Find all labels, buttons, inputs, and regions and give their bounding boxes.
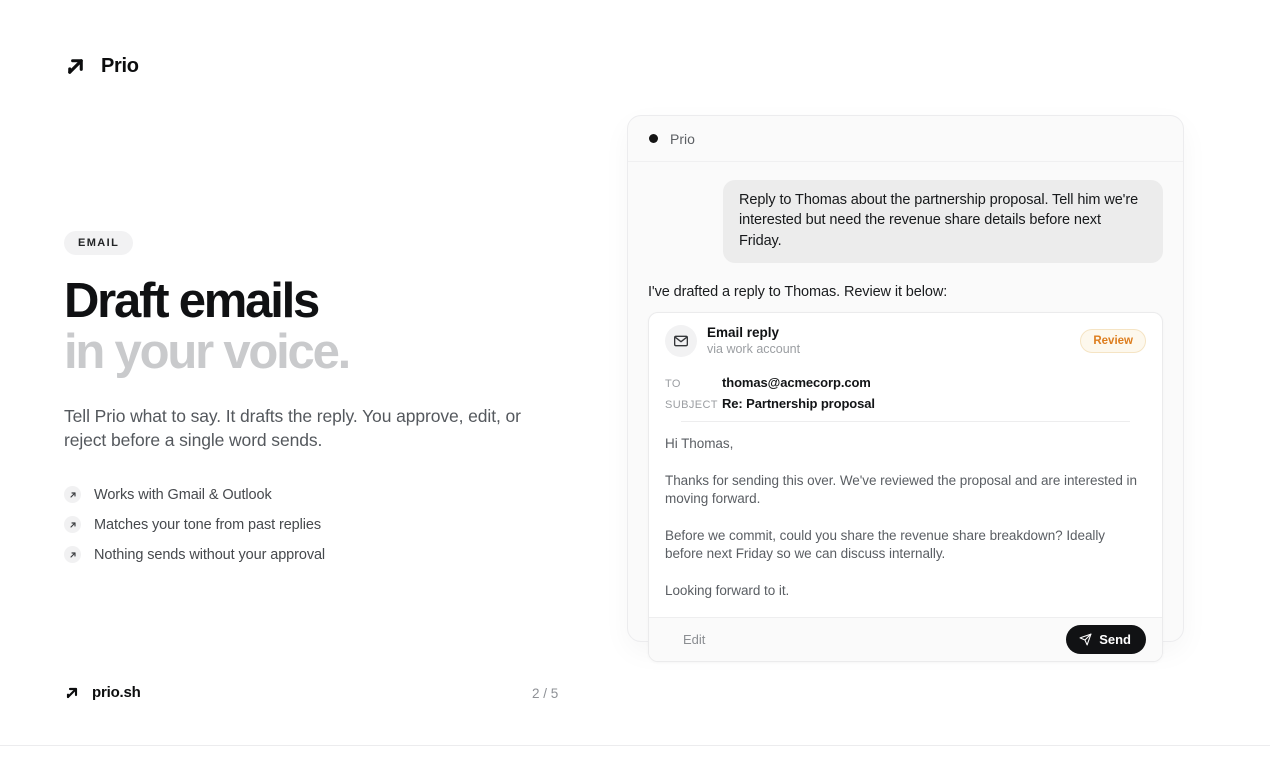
site-url[interactable]: prio.sh (92, 684, 141, 701)
hero-description: Tell Prio what to say. It drafts the reply. You approve, edit, or reject before a single word sends. (64, 405, 521, 450)
envelope-icon (665, 325, 697, 357)
edit-button[interactable]: Edit (683, 631, 706, 647)
chat-body (628, 162, 1183, 662)
email-fields (649, 365, 1162, 422)
feature-list (64, 486, 564, 563)
email-draft-card (648, 312, 1163, 662)
subject-field-row (665, 396, 1146, 411)
subject-field-label: SUBJECT (665, 398, 718, 411)
email-paragraph: Hi Thomas, (665, 435, 734, 451)
send-button[interactable] (1066, 625, 1146, 654)
chat-window (627, 115, 1184, 647)
status-badge: Review (1080, 329, 1146, 353)
user-message-bubble: Reply to Thomas about the partnership proposal. Tell him we're interested but need the revenue share details before next Friday. (723, 180, 1163, 263)
send-icon (1079, 633, 1092, 646)
to-field-row (665, 375, 1146, 390)
email-paragraph: Before we commit, could you share the revenue share breakdown? Ideally before next Friday so we can discuss internally. (665, 527, 1105, 562)
chat-window-header (628, 116, 1183, 162)
feature-label: Works with Gmail & Outlook (94, 486, 272, 503)
assistant-message: I've drafted a reply to Thomas. Review it below: (648, 283, 948, 300)
arrow-up-right-icon (63, 54, 88, 79)
page-indicator: 2 / 5 (532, 686, 559, 701)
to-field-value: thomas@acmecorp.com (722, 374, 871, 390)
site-footer (64, 684, 141, 701)
page-title (64, 276, 564, 379)
feature-label: Nothing sends without your approval (94, 546, 326, 563)
title-line-2: in your voice. (64, 325, 350, 380)
title-line-1: Draft emails (64, 274, 319, 328)
send-button-label: Send (1099, 631, 1131, 647)
arrow-bullet-icon (64, 546, 81, 563)
feature-label: Matches your tone from past replies (94, 516, 321, 533)
brand-logo (63, 54, 139, 79)
chat-app-name: Prio (670, 130, 695, 147)
arrow-up-right-icon (64, 685, 80, 701)
list-item (64, 546, 564, 563)
email-body (649, 422, 1162, 617)
hero-section (64, 231, 564, 563)
list-item (64, 516, 564, 533)
category-badge: EMAIL (64, 231, 133, 255)
arrow-bullet-icon (64, 516, 81, 533)
email-card-footer (649, 617, 1162, 661)
subject-field-value: Re: Partnership proposal (722, 395, 875, 411)
email-card-header (649, 313, 1162, 365)
email-card-titles (707, 325, 800, 356)
arrow-bullet-icon (64, 486, 81, 503)
email-paragraph: Thanks for sending this over. We've reviewed the proposal and are interested in moving forward. (665, 472, 1137, 507)
status-dot-icon (649, 134, 658, 143)
email-card-title: Email reply (707, 325, 780, 341)
to-field-label: TO (665, 377, 681, 390)
brand-name: Prio (101, 55, 139, 77)
email-card-subtitle: via work account (707, 342, 801, 357)
list-item (64, 486, 564, 503)
email-paragraph: Looking forward to it. (665, 583, 790, 599)
